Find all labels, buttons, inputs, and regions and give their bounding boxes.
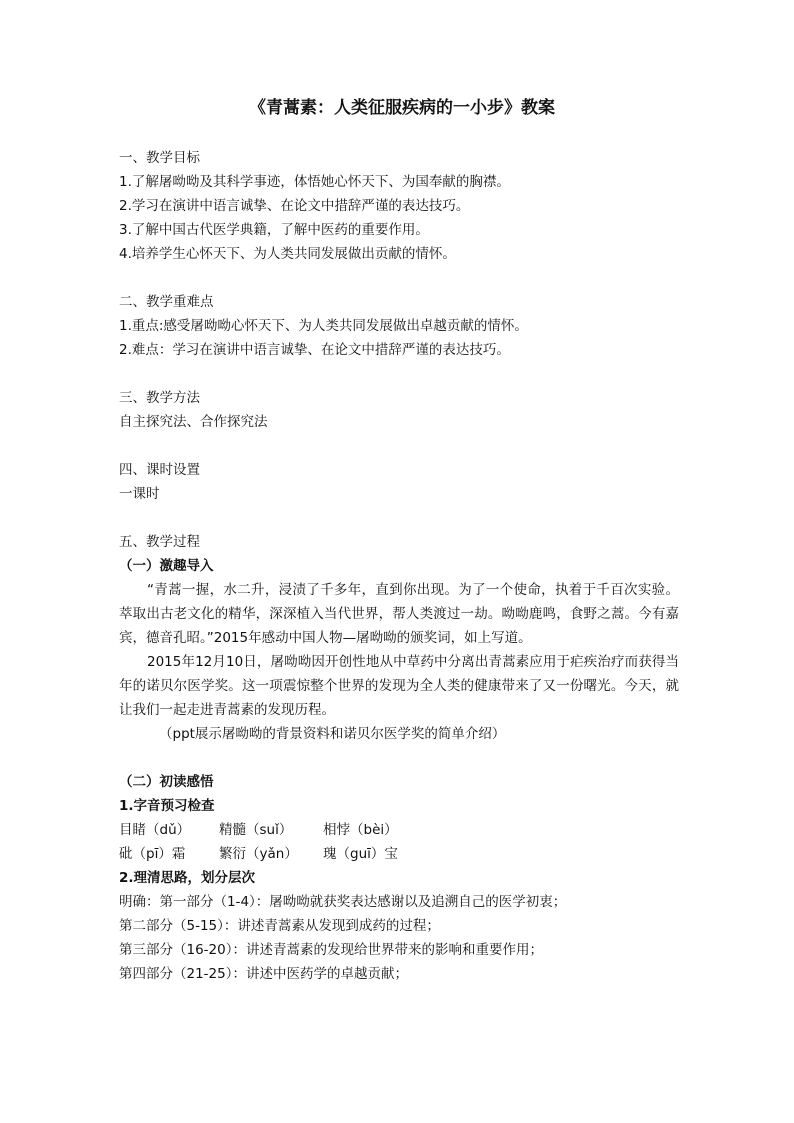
section-heading-keypoints: 二、教学重难点 — [119, 294, 214, 310]
spacer — [119, 746, 679, 770]
paragraph: 2015年12月10日，屠呦呦因开创性地从中草药中分离出青蒿素应用于疟疾治疗而获得当年的诺贝尔医学奖。这一项震惊整个世界的发现为全人类的健康带来了又一份曙光。今天，就让我们一起走进青蒿素的发现历程。 — [119, 654, 679, 718]
list-item: 1.了解屠呦呦及其科学事迹，体悟她心怀天下、为国奉献的胸襟。 — [119, 174, 510, 190]
list-item: 3.了解中国古代医学典籍，了解中医药的重要作用。 — [119, 222, 429, 238]
structure-line: 明确：第一部分（1-4）：屠呦呦就获奖表达感谢以及追溯自己的医学初衷； — [119, 894, 567, 910]
list-item: 2.难点：学习在演讲中语言诚挚、在论文中措辞严谨的表达技巧。 — [119, 342, 510, 358]
structure-line: 第三部分（16-20）：讲述青蒿素的发现给世界带来的影响和重要作用； — [119, 942, 543, 958]
section-heading-process: 五、教学过程 — [119, 534, 200, 550]
pinyin-row — [119, 818, 679, 842]
subheading-pronunciation: 1.字音预习检查 — [119, 798, 215, 814]
spacer — [119, 266, 679, 290]
pinyin-word: 砒（pī）霜 — [119, 846, 186, 862]
paragraph: “青蒿一握，水二升，浸渍了千多年，直到你出现。为了一个使命，执着于千百次实验。萃取出古老文化的精华，深深植入当代世界，帮人类渡过一劫。呦呦鹿鸣，食野之蒿。今有嘉宾，德音孔昭。”2015年感动中国人物—屠呦呦的颁奖词，如上写道。 — [119, 582, 679, 646]
spacer — [119, 434, 679, 458]
pinyin-word: 繁衍（yǎn） — [219, 846, 298, 862]
pinyin-word: 目睹（dǔ） — [119, 822, 191, 838]
section-heading-hours: 四、课时设置 — [119, 462, 200, 478]
section-heading-methods: 三、教学方法 — [119, 390, 200, 406]
list-item: 2.学习在演讲中语言诚挚、在论文中措辞严谨的表达技巧。 — [119, 198, 470, 214]
pinyin-word: 精髓（suǐ） — [219, 822, 293, 838]
pinyin-word: 相悖（bèi） — [323, 822, 398, 838]
pinyin-word: 瑰（guī）宝 — [323, 846, 398, 862]
document-content — [119, 96, 679, 986]
ppt-note: （ppt展示屠呦呦的背景资料和诺贝尔医学奖的简单介绍） — [159, 726, 506, 742]
subheading-first-reading: （二）初读感悟 — [119, 774, 214, 790]
subheading-structure: 2.理清思路，划分层次 — [119, 870, 256, 886]
hours-text: 一课时 — [119, 486, 160, 502]
list-item: 4.培养学生心怀天下、为人类共同发展做出贡献的情怀。 — [119, 246, 456, 262]
spacer — [119, 506, 679, 530]
methods-text: 自主探究法、合作探究法 — [119, 414, 268, 430]
structure-line: 第二部分（5-15）：讲述青蒿素从发现到成药的过程； — [119, 918, 440, 934]
section-heading-goals: 一、教学目标 — [119, 150, 200, 166]
structure-line: 第四部分（21-25）：讲述中医药学的卓越贡献； — [119, 966, 408, 982]
page-title: 《青蒿素：人类征服疾病的一小步》教案 — [249, 98, 555, 118]
spacer — [119, 362, 679, 386]
list-item: 1.重点:感受屠呦呦心怀天下、为人类共同发展做出卓越贡献的情怀。 — [119, 318, 528, 334]
pinyin-row — [119, 842, 679, 866]
subheading-intro: （一）激趣导入 — [119, 558, 214, 574]
